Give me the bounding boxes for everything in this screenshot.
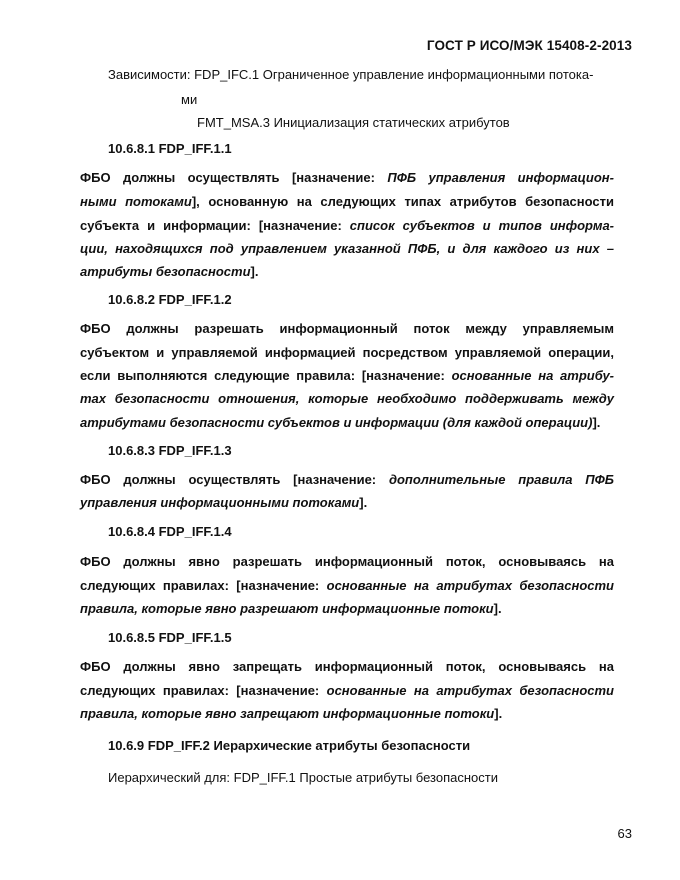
page-number: 63 bbox=[617, 826, 632, 841]
s2-line-1: ФБО должны разрешать информационный поток между управляемым bbox=[80, 321, 614, 336]
s1-line-1: ФБО должны осуществлять [назначение: ПФБ управления информацион- bbox=[80, 170, 614, 185]
hierarchical-to-line: Иерархический для: FDP_IFF.1 Простые атрибуты безопасности bbox=[108, 770, 498, 785]
section-heading-iff-1-2: 10.6.8.2 FDP_IFF.1.2 bbox=[108, 292, 232, 307]
s2-line-4: тах безопасности отношения, которые необходимо поддерживать между bbox=[80, 391, 614, 406]
s5-line-1: ФБО должны явно запрещать информационный поток, основываясь на bbox=[80, 659, 614, 674]
s5-line-2: следующих правилах: [назначение: основанные на атрибутах безопасности bbox=[80, 683, 614, 698]
section-heading-iff-1-3: 10.6.8.3 FDP_IFF.1.3 bbox=[108, 443, 232, 458]
section-heading-iff-2: 10.6.9 FDP_IFF.2 Иерархические атрибуты безопасности bbox=[108, 738, 471, 753]
section-heading-iff-1-4: 10.6.8.4 FDP_IFF.1.4 bbox=[108, 524, 232, 539]
section-heading-iff-1-5: 10.6.8.5 FDP_IFF.1.5 bbox=[108, 630, 232, 645]
s3-line-2: управления информационными потоками]. bbox=[80, 495, 368, 510]
s4-line-1: ФБО должны явно разрешать информационный поток, основываясь на bbox=[80, 554, 614, 569]
s1-line-5: атрибуты безопасности]. bbox=[80, 264, 259, 279]
s2-line-3: если выполняются следующие правила: [назначение: основанные на атрибу- bbox=[80, 368, 615, 383]
section-heading-iff-1-1: 10.6.8.1 FDP_IFF.1.1 bbox=[108, 141, 232, 156]
s1-line-2: ными потоками], основанную на следующих типах атрибутов безопасности bbox=[80, 194, 614, 209]
s2-line-2: субъектом и управляемой информацией посредством управляемой операции, bbox=[80, 345, 614, 360]
s5-line-3: правила, которые явно запрещают информационные потоки]. bbox=[80, 706, 503, 721]
s1-line-4: ции, находящихся под управлением указанной ПФБ, и для каждого из них – bbox=[80, 241, 614, 256]
standard-header: ГОСТ Р ИСО/МЭК 15408-2-2013 bbox=[426, 38, 632, 53]
dependencies-line-2: ми bbox=[181, 92, 198, 107]
dependencies-line-3: FMT_MSA.3 Инициализация статических атрибутов bbox=[197, 115, 510, 130]
s1-line-3: субъекта и информации: [назначение: список субъектов и типов информа- bbox=[80, 218, 615, 233]
s4-line-2: следующих правилах: [назначение: основанные на атрибутах безопасности bbox=[80, 578, 614, 593]
dependencies-line-1: Зависимости: FDP_IFC.1 Ограниченное управление информационными потока- bbox=[108, 67, 594, 82]
s2-line-5: атрибутами безопасности субъектов и информации (для каждой операции)]. bbox=[80, 415, 601, 430]
s4-line-3: правила, которые явно разрешают информационные потоки]. bbox=[80, 601, 502, 616]
s3-line-1: ФБО должны осуществлять [назначение: дополнительные правила ПФБ bbox=[80, 472, 614, 487]
